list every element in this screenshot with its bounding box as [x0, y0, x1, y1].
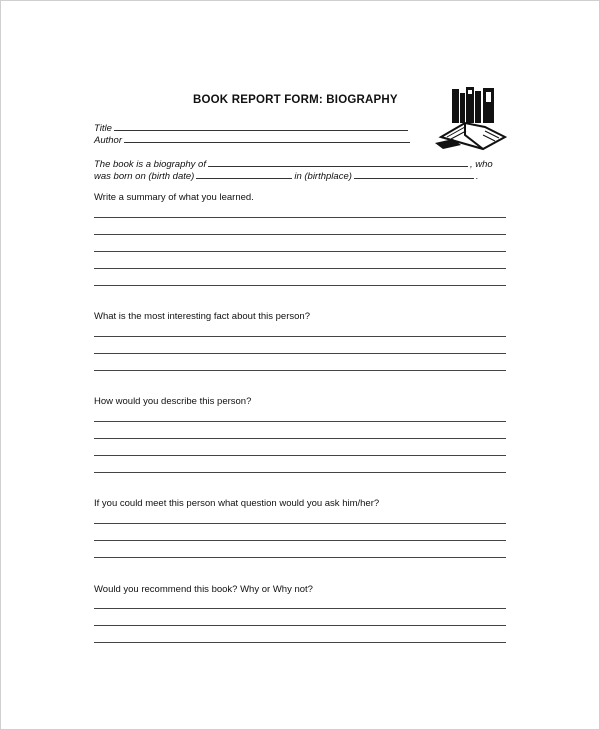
answer-line[interactable] — [94, 353, 506, 354]
answer-line[interactable] — [94, 370, 506, 371]
answer-line[interactable] — [94, 523, 506, 524]
answer-line[interactable] — [94, 285, 506, 286]
question-4: If you could meet this person what question would you ask him/her? — [94, 498, 380, 509]
author-blank[interactable] — [124, 133, 410, 143]
birthplace-blank[interactable] — [354, 169, 474, 179]
answer-line[interactable] — [94, 625, 506, 626]
answer-line[interactable] — [94, 336, 506, 337]
form-title: BOOK REPORT FORM: BIOGRAPHY — [193, 94, 398, 106]
answer-line[interactable] — [94, 472, 506, 473]
author-field-row — [94, 133, 412, 147]
question-2: What is the most interesting fact about this person? — [94, 311, 310, 322]
title-blank[interactable] — [114, 121, 408, 131]
books-icon — [435, 87, 509, 151]
answer-line[interactable] — [94, 217, 506, 218]
who-label: , who — [469, 159, 493, 170]
birth-date-blank[interactable] — [196, 169, 292, 179]
answer-line[interactable] — [94, 642, 506, 643]
biography-of-label: The book is a biography of — [94, 159, 206, 170]
question-3: How would you describe this person? — [94, 396, 252, 407]
answer-line[interactable] — [94, 234, 506, 235]
title-label: Title — [94, 123, 112, 134]
question-1: Write a summary of what you learned. — [94, 192, 254, 203]
birthplace-label: in (birthplace) — [294, 171, 352, 182]
answer-line[interactable] — [94, 455, 506, 456]
question-5: Would you recommend this book? Why or Why not? — [94, 584, 313, 595]
born-on-label: was born on (birth date) — [94, 171, 195, 182]
answer-line[interactable] — [94, 421, 506, 422]
answer-line[interactable] — [94, 268, 506, 269]
biography-of-blank[interactable] — [208, 157, 468, 167]
answer-line[interactable] — [94, 540, 506, 541]
end-period: . — [475, 171, 479, 182]
author-label: Author — [94, 135, 122, 146]
answer-line[interactable] — [94, 557, 506, 558]
answer-line[interactable] — [94, 608, 506, 609]
answer-line[interactable] — [94, 438, 506, 439]
answer-line[interactable] — [94, 251, 506, 252]
birth-row — [94, 169, 479, 183]
